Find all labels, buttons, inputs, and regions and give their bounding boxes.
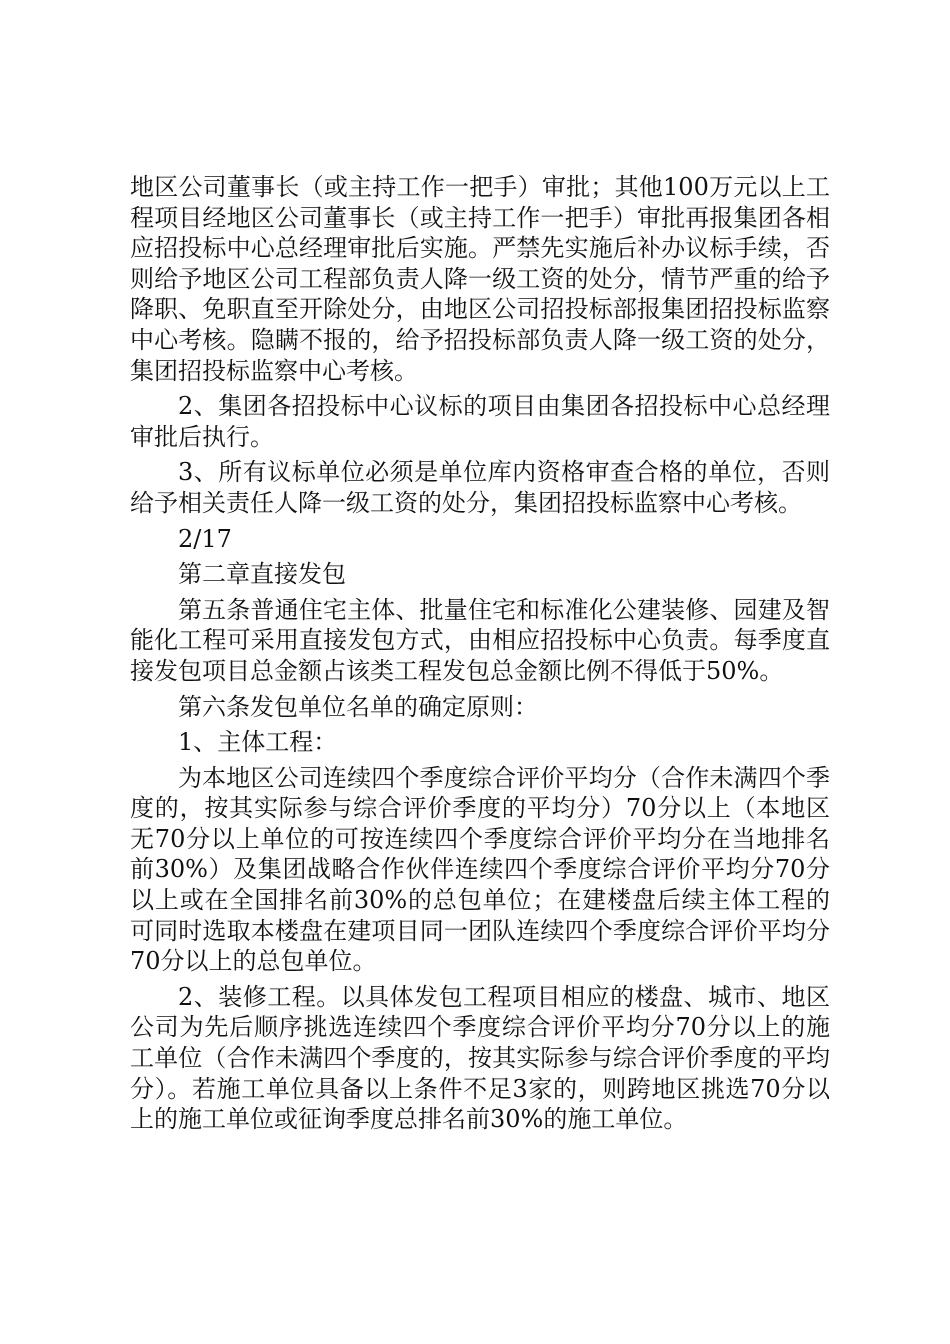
paragraph-item-2: 2、集团各招投标中心议标的项目由集团各招投标中心总经理审批后执行。 <box>130 392 830 451</box>
chapter-heading: 第二章直接发包 <box>178 560 346 589</box>
page-number: 2/17 <box>178 524 232 553</box>
paragraph-decoration-works: 2、装修工程。以具体发包工程项目相应的楼盘、城市、地区公司为先后顺序挑选连续四个季度综合评价平均分70分以上的施工单位（合作未满四个季度的，按其实际参与综合评价季度的平均分）。若施工单位具备以上条件不足3家的，则跨地区挑选70分以上的施工单位或征询季度总排名前30%的施工单位。 <box>130 982 830 1134</box>
subheading-main-works: 1、主体工程： <box>178 728 338 757</box>
paragraph-main-works: 为本地区公司连续四个季度综合评价平均分（合作未满四个季度的，按其实际参与综合评价季度的平均分）70分以上（本地区无70分以上单位的可按连续四个季度综合评价平均分在当地排名前30%）及集团战略合作伙伴连续四个季度综合评价平均分70分以上或在全国排名前30%的总包单位；在建楼盘后续主体工程的可同时选取本楼盘在建项目同一团队连续四个季度综合评价平均分70分以上的总包单位。 <box>130 763 830 976</box>
article-5: 第五条普通住宅主体、批量住宅和标准化公建装修、园建及智能化工程可采用直接发包方式，由相应招投标中心负责。每季度直接发包项目总金额占该类工程发包总金额比例不得低于50%。 <box>130 595 830 685</box>
paragraph-approval-continued: 地区公司董事长（或主持工作一把手）审批；其他100万元以上工程项目经地区公司董事长（或主持工作一把手）审批再报集团各相应招投标中心总经理审批后实施。严禁先实施后补办议标手续，否则给予地区公司工程部负责人降一级工资的处分，情节严重的给予降职、免职直至开除处分，由地区公司招投标部报集团招投标监察中心考核。隐瞒不报的，给予招投标部负责人降一级工资的处分，集团招投标监察中心考核。 <box>130 173 830 385</box>
paragraph-item-3: 3、所有议标单位必须是单位库内资格审查合格的单位，否则给予相关责任人降一级工资的处分，集团招投标监察中心考核。 <box>130 458 830 517</box>
article-6: 第六条发包单位名单的确定原则： <box>178 692 538 721</box>
document-page <box>130 172 830 1140</box>
